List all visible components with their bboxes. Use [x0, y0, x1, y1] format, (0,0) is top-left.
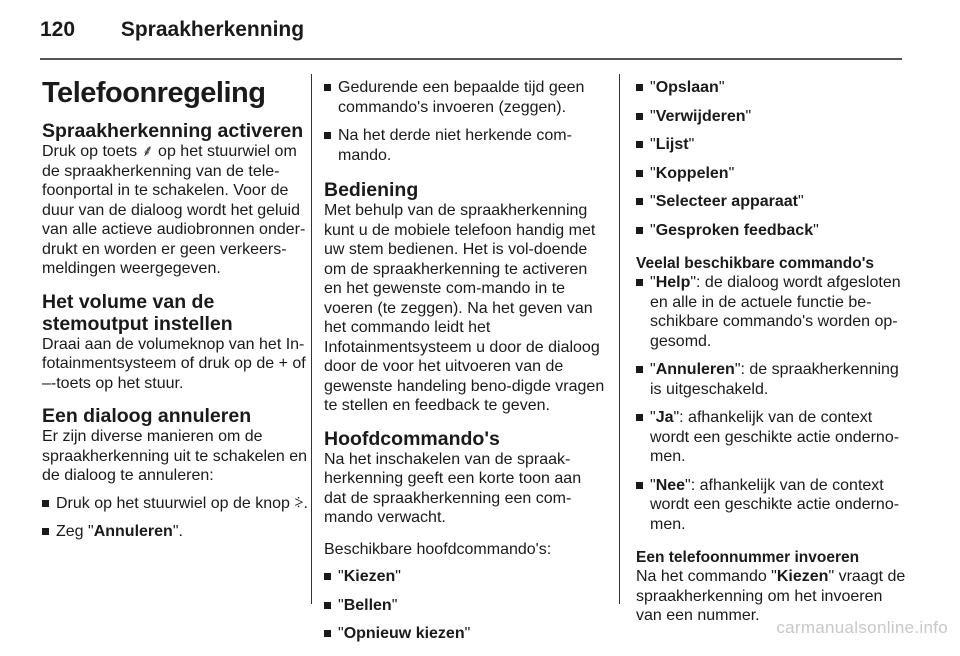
section-heading-common: Veelal beschikbare commando's: [636, 255, 875, 272]
main-commands-list: [324, 567, 606, 644]
section-heading-volume: Het volume van de stemoutput instellen: [42, 290, 233, 335]
header-rule: [40, 58, 902, 60]
list-item: Zeg "Annuleren".: [42, 522, 308, 542]
paragraph-phone-number: Na het commando "Kiezen" vraagt de spraakherkenning om het invoeren van een nummer.: [636, 568, 906, 624]
list-item: "Bellen": [324, 596, 606, 616]
column-divider-2: [619, 74, 620, 604]
watermark: carmanualsonline.info: [776, 618, 948, 637]
list-item: "Annuleren": de spraakherkenning is uitgeschakeld.: [636, 360, 906, 399]
page-header: [40, 18, 304, 42]
list-item: Gedurende een bepaalde tijd geen commando's invoeren (zeggen).: [324, 78, 606, 117]
section-heading-cancel: Een dialoog annuleren: [42, 405, 252, 427]
list-item: "Opslaan": [636, 78, 906, 98]
list-item: "Ja": afhankelijk van de context wordt een geschikte actie onderno-men.: [636, 408, 906, 467]
main-commands-list-continued: [636, 78, 906, 240]
paragraph-available: Beschikbare hoofdcommando's:: [324, 540, 552, 558]
section-heading-main-commands: Hoofdcommando's: [324, 427, 500, 450]
paragraph-volume: Draai aan de volumeknop van het In-fotainmentsysteem of druk op de + of ‒-toets op het stuur.: [42, 335, 306, 392]
list-item: "Kiezen": [324, 567, 606, 587]
column-3: [636, 68, 906, 638]
chapter-title: Spraakherkenning: [120, 18, 305, 41]
list-item: "Koppelen": [636, 164, 906, 184]
list-item: "Verwijderen": [636, 107, 906, 127]
main-heading: Telefoonregeling: [42, 77, 266, 109]
cancel-list: [42, 494, 308, 542]
paragraph-cancel: Er zijn diverse manieren om de spraakherkenning uit te schakelen en de dialoog te annuleren:: [42, 428, 308, 484]
column-divider-1: [311, 74, 312, 604]
list-item: "Nee": afhankelijk van de context wordt een geschikte actie onderno-men.: [636, 476, 906, 535]
page-number: 120: [40, 18, 76, 41]
paragraph-activate: Druk op toets ⸙ op het stuurwiel om de spraakherkenning van de tele-foonportal in te schakelen. Voor de duur van de dialoog wordt het geluid van alle actieve audiobronnen onder-drukt en worden er geen verkeers-meldingen weergegeven.: [42, 143, 306, 277]
common-commands-list: [636, 273, 906, 534]
column-2: [324, 68, 606, 656]
section-heading-phone-number: Een telefoonnummer invoeren: [636, 549, 860, 566]
paragraph-main-commands: Na het inschakelen van de spraak-herkenning geeft een korte toon aan dat de spraakherkenning een com-mando verwacht.: [324, 450, 582, 526]
section-heading-operation: Bediening: [324, 179, 419, 201]
section-heading-activate: Spraakherkenning activeren: [42, 120, 304, 142]
list-item: "Lijst": [636, 135, 906, 155]
list-item: Druk op het stuurwiel op de knop ⸖.: [42, 494, 308, 514]
list-item: "Selecteer apparaat": [636, 192, 906, 212]
list-item: "Help": de dialoog wordt afgesloten en alle in de actuele functie be-schikbare commando's worden op-gesomd.: [636, 273, 906, 351]
list-item: Na het derde niet herkende com-mando.: [324, 126, 606, 165]
column-1: [42, 68, 308, 554]
list-item: "Opnieuw kiezen": [324, 624, 606, 644]
paragraph-operation: Met behulp van de spraakherkenning kunt u de mobiele telefoon handig met uw stem bedienen. Het is vol-doende om de spraakherkenning te activeren en het gewenste com-mando in te voeren (te zeggen). Na het geven van het commando leidt het Infotainmentsysteem u door de dialoog door de voor het uitvoeren van de gewenste handeling beno-digde vragen te stellen en feedback te geven.: [324, 202, 605, 414]
list-item: "Gesproken feedback": [636, 221, 906, 241]
cancel-list-continued: [324, 78, 606, 165]
